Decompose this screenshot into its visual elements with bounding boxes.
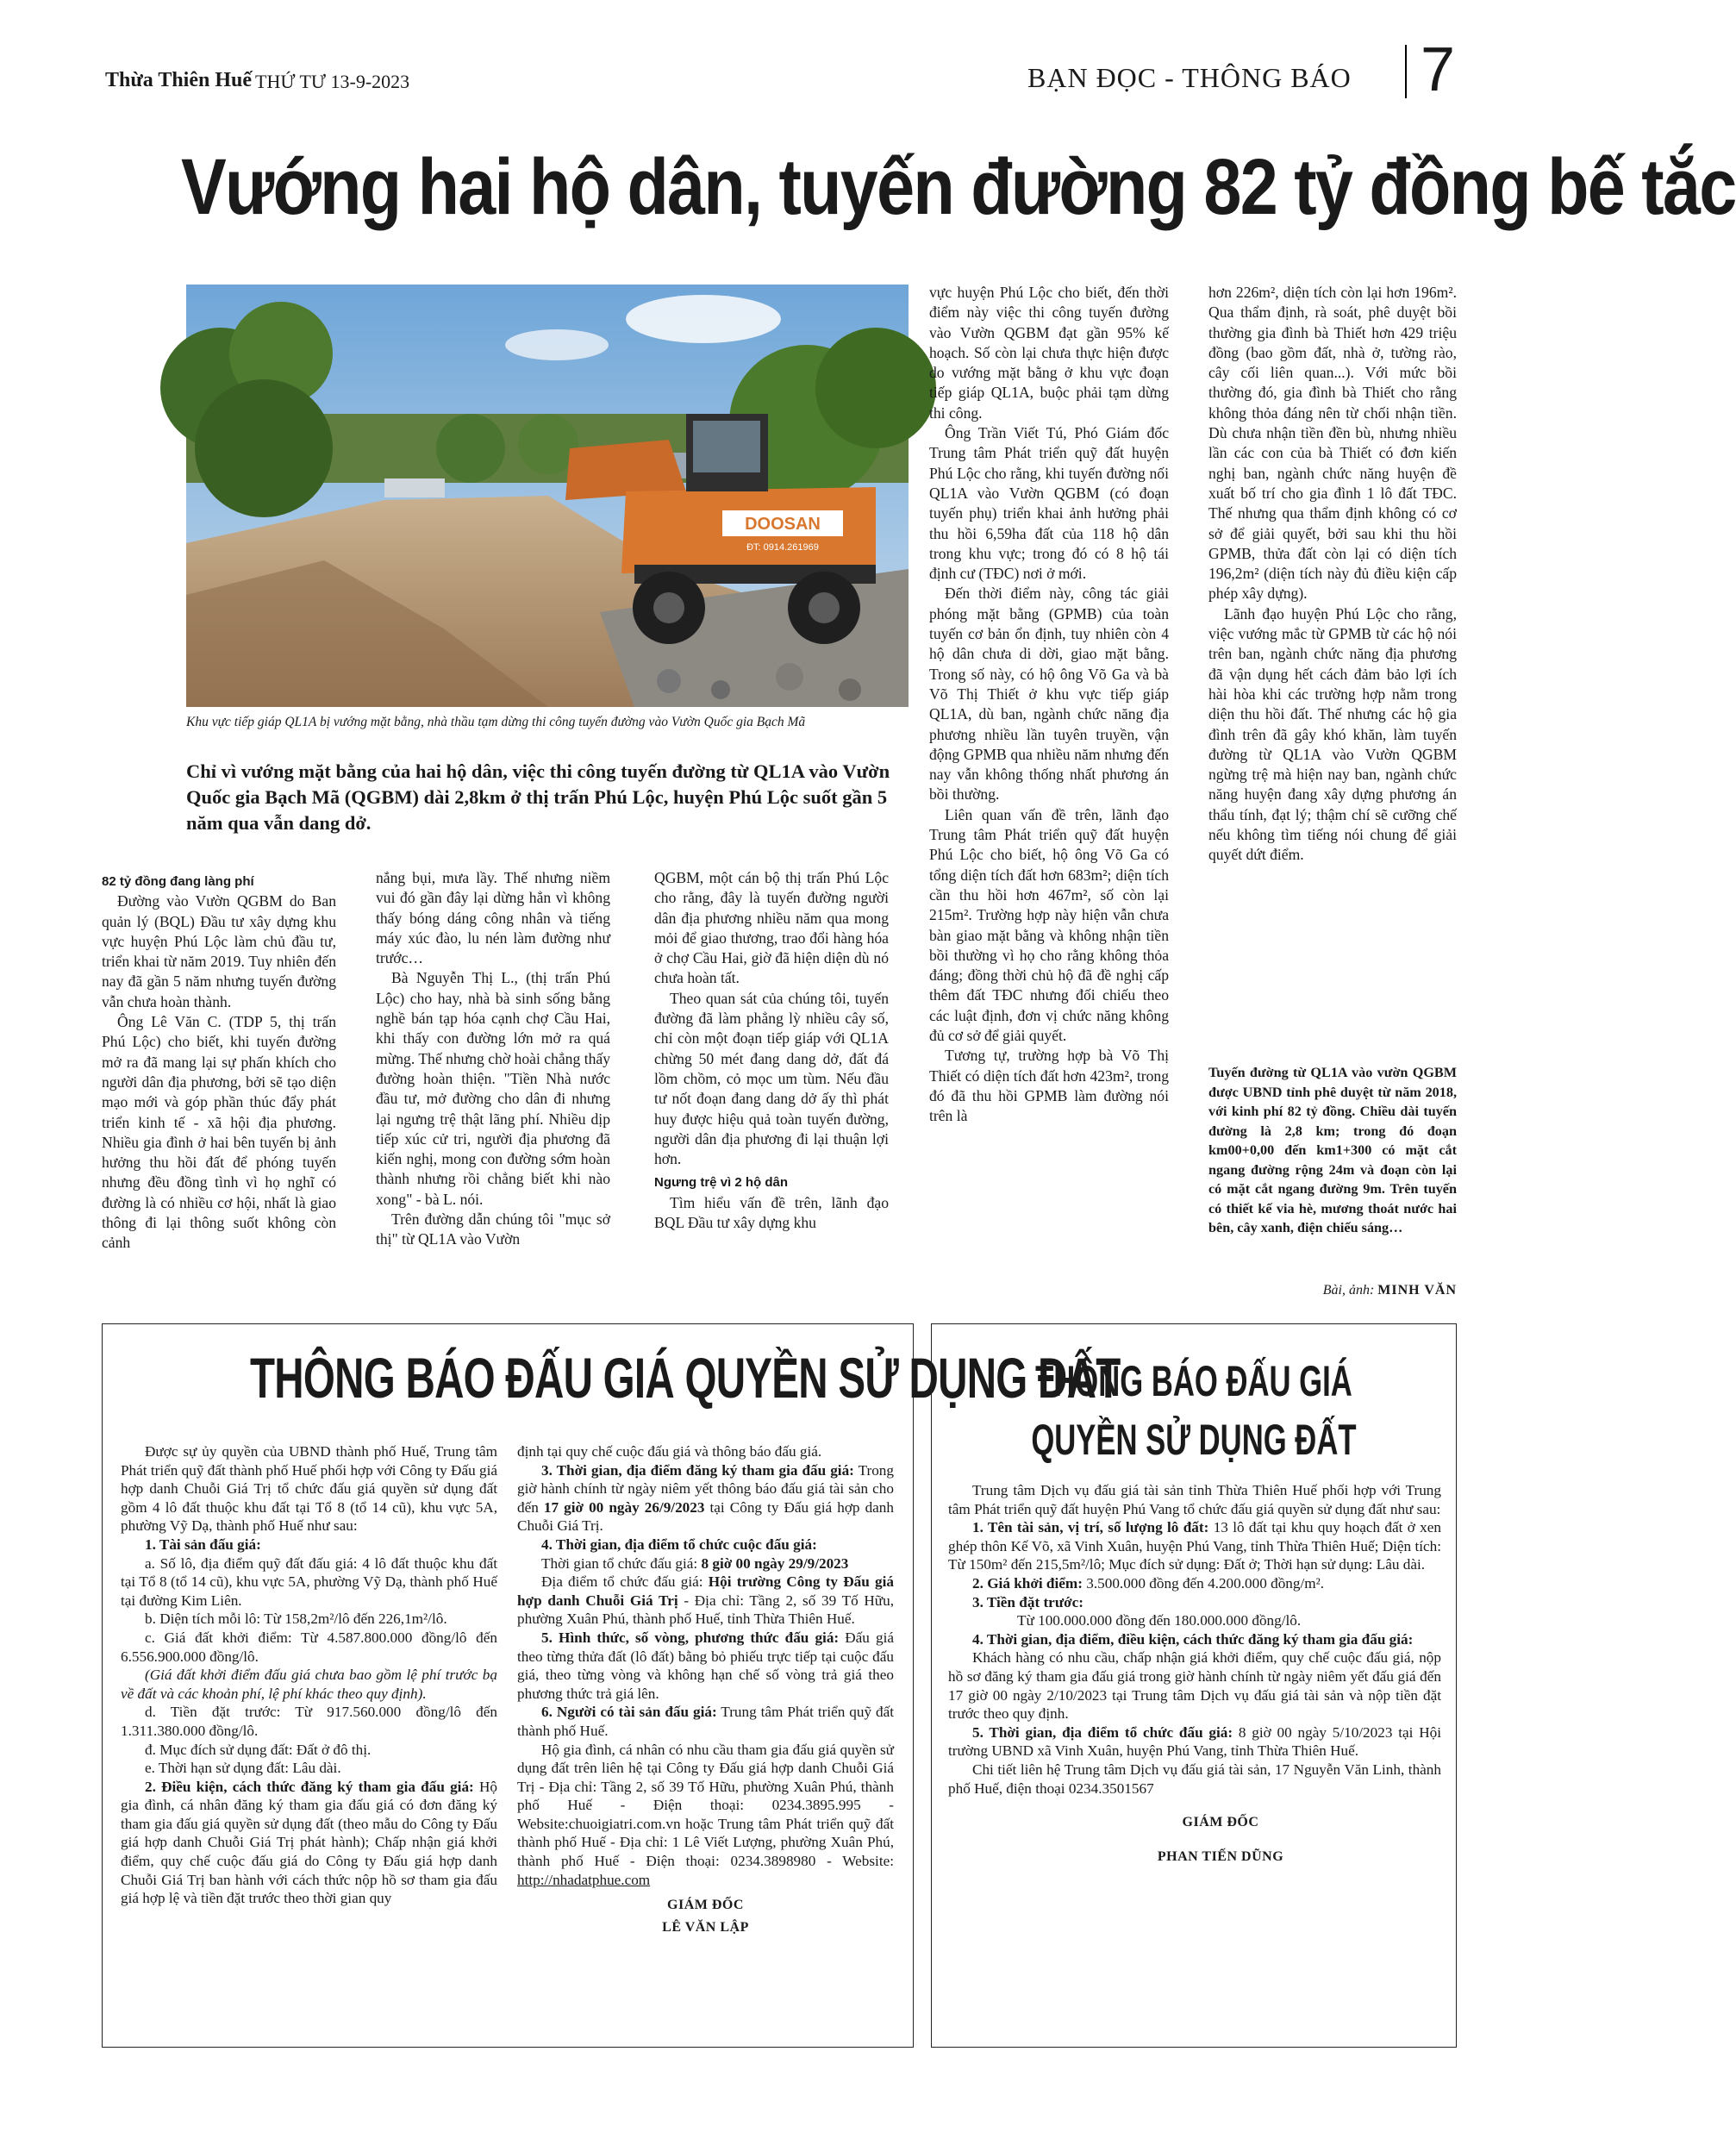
article-lead: Chỉ vì vướng mặt bằng của hai hộ dân, việc thi công tuyến đường từ QL1A vào Vườn Quốc gia Bạch Mã (QGBM) dài 2,8km ở thị trấn Phú Lộc, huyện Phú Lộc suốt gần 5 năm qua vẫn dang dở. bbox=[186, 760, 890, 834]
notice-body: 8 giờ 00 ngày 5/10/2023 tại Hội trường UBND xã Vinh Xuân, huyện Phú Vang, tỉnh Thừa Thiên Huế. bbox=[948, 1723, 1441, 1760]
byline-label: Bài, ảnh: bbox=[1322, 1283, 1375, 1298]
article-column-3 bbox=[654, 868, 889, 1233]
byline-author: MINH VĂN bbox=[1377, 1283, 1457, 1298]
notice-body: 13 lô đất tại khu quy hoạch đất ở xen ghép thôn Kế Võ, xã Vinh Xuân, huyện Phú Vang, tỉnh Thừa Thiên Huế; Diện tích: Từ 150m² đến 215,5m²/lô; Mục đích sử dụng: Đất ở; Thời hạn sử dụng: Lâu dài. bbox=[948, 1519, 1441, 1573]
signature-name: PHAN TIẾN DŨNG bbox=[1157, 1848, 1284, 1864]
notice-body: Đấu giá theo từng thửa đất (lô đất) bằng bỏ phiếu trực tiếp tại cuộc đấu giá, theo từng vòng và không hạn chế số vòng trả giá theo phương thức trả giá lên. bbox=[517, 1629, 895, 1702]
article-headline: Vướng hai hộ dân, tuyến đường 82 tỷ đồng bế tắc bbox=[181, 143, 1736, 231]
notice-heading: 3. Thời gian, địa điểm đăng ký tham gia đấu giá: bbox=[541, 1461, 854, 1479]
notice-heading: 1. Tài sản đấu giá: bbox=[145, 1535, 261, 1553]
subhead-stalled: Ngưng trệ vì 2 hộ dân bbox=[654, 1175, 789, 1191]
auction-time: 8 giờ 00 ngày 29/9/2023 bbox=[701, 1554, 849, 1572]
notice-city-left-column bbox=[121, 1442, 497, 1908]
paragraph: Ông Lê Văn C. (TDP 5, thị trấn Phú Lộc) cho biết, khi tuyến đường mở ra đã mang lại sự phấn khích cho người dân địa phương, bởi sẽ tạo diện mạo mới và góp phần thúc đẩy phát triển kinh tế - xã hội địa phương. Nhiều gia đình ở hai bên tuyến bị ảnh hưởng thu hồi đất để phóng tuyến nhưng đều đồng tình vì họ nghĩ có đường là có nhiều cơ hội, nhất là giao thông đi lại thông suốt không còn cảnh bbox=[102, 1013, 336, 1252]
notice-heading: 2. Điều kiện, cách thức đăng ký tham gia đấu giá: bbox=[145, 1778, 474, 1795]
notice-body: Từ 100.000.000 đồng đến 180.000.000 đồng/lô. bbox=[1017, 1612, 1302, 1629]
subhead-wasted: 82 tỷ đồng đang làng phí bbox=[102, 874, 254, 889]
notice-label: Thời gian tổ chức đấu giá: bbox=[541, 1554, 698, 1572]
excavator-road-photo bbox=[186, 285, 909, 707]
section-title: BẠN ĐỌC - THÔNG BÁO bbox=[1027, 62, 1352, 93]
notice-heading: 6. Người có tài sản đấu giá: bbox=[541, 1704, 717, 1721]
article-column-1 bbox=[102, 868, 336, 1254]
paragraph: Lãnh đạo huyện Phú Lộc cho rằng, việc vướng mắc từ GPMB từ các hộ nói trên ban, ngành chức năng địa phương đã vận dụng hết cách đảm bảo lợi ích hài hòa khi các trường hợp nằm trong diện thu hồi đất. Thế nhưng các hộ gia đình trên đã gây khó khăn, làm tuyến đường từ QL1A vào Vườn QGBM ngừng trệ mà hiện nay ban, ngành chức năng huyện đang xây dựng phương án thẩu tính, đạt lý; thậm chí sẽ cưỡng chế nếu không tìm tiếng nói chung để giải quyết dứt điểm. bbox=[1208, 604, 1457, 864]
notice-item-note: (Giá đất khởi điểm đấu giá chưa bao gồm lệ phí trước bạ về đất và các khoản phí, lệ phí khác theo quy định). bbox=[121, 1667, 497, 1702]
notice-contact: Chi tiết liên hệ Trung tâm Dịch vụ đấu giá tài sản, 17 Nguyễn Văn Linh, thành phố Huế, điện thoại 0234.3501567 bbox=[948, 1761, 1441, 1797]
paragraph: Bà Nguyễn Thị L., (thị trấn Phú Lộc) cho hay, nhà bà sinh sống bằng nghề bán tạp hóa cạnh chợ Cầu Hai, khi thấy con đường lớn mở ra quá mừng. Thế nhưng chờ hoài chẳng thấy đường hoàn thiện. "Tiền Nhà nước đầu tư, mở đường cho dân đi nhưng lại ngưng trệ thật lãng phí. Nhiều dịp tiếp xúc cử tri, người địa phương đã kiến nghị, mong con đường sớm hoàn thành nhưng rồi chẳng biết khi nào xong" - bà L. nói. bbox=[376, 969, 610, 1208]
byline bbox=[1208, 1283, 1457, 1298]
paragraph: Liên quan vấn đề trên, lãnh đạo Trung tâm Phát triển quỹ đất huyện Phú Lộc cho biết, hộ ông Võ Ga có tổng diện tích đất hơn 683m²; diện tích cần thu hồi hơn 467m², số còn lại 215m². Trường hợp này hiện vẫn chưa bàn giao mặt bằng và không nhận tiền bồi thường vì họ cho rằng không thỏa đáng; đồng thời chủ hộ đã đề nghị cấp thêm đất TĐC nhưng đối chiếu theo các luật định, đơn vị chức năng không đủ cơ sở để giải quyết. bbox=[929, 805, 1169, 1044]
notice-body: 3.500.000 đồng đến 4.200.000 đồng/m². bbox=[1086, 1574, 1325, 1592]
project-info-note: Tuyến đường từ QL1A vào vườn QGBM được UBND tỉnh phê duyệt từ năm 2018, với kinh phí 82 tỷ đồng. Chiều dài tuyến đường là 2,8 km; trong đó đoạn km00+0,00 đến km1+300 có mặt cắt ngang đường rộng 24m và đoạn còn lại có mặt cắt ngang đường 9m. Trên tuyến có thiết kế via hè, mương thoát nước hai bên, cây xanh, điện chiếu sáng… bbox=[1208, 1065, 1457, 1235]
signature-title: GIÁM ĐỐC bbox=[1182, 1815, 1259, 1830]
page-number: 7 bbox=[1421, 35, 1456, 104]
notice-body: định tại quy chế cuộc đấu giá và thông báo đấu giá. bbox=[517, 1443, 822, 1460]
article-column-5 bbox=[1208, 283, 1457, 866]
notice-heading: 5. Hình thức, số vòng, phương thức đấu giá: bbox=[541, 1629, 840, 1646]
article-column-2 bbox=[376, 868, 610, 1250]
paragraph: nắng bụi, mưa lầy. Thế nhưng niềm vui đó gần đây lại dừng hẳn vì không thấy bóng dáng công nhân và tiếng máy xúc đào, lu nén làm đường như trước… bbox=[376, 869, 610, 967]
notice-heading: 2. Giá khởi điểm: bbox=[972, 1574, 1083, 1592]
photo-sign-brand: DOOSAN bbox=[745, 515, 821, 534]
notice-item: e. Thời hạn sử dụng đất: Lâu dài. bbox=[145, 1760, 341, 1777]
article-column-4 bbox=[929, 283, 1169, 1126]
notice-phu-vang-body bbox=[948, 1481, 1441, 1866]
notice-city-title: THÔNG BÁO ĐẤU GIÁ QUYỀN SỬ DỤNG ĐẤT bbox=[250, 1346, 1121, 1410]
notice-heading: 3. Tiền đặt trước: bbox=[972, 1593, 1083, 1611]
notice-intro: Trung tâm Dịch vụ đấu giá tài sản tỉnh Thừa Thiên Huế phối hợp với Trung tâm Phát triển quỹ đất huyện Phú Vang tổ chức đấu giá quyền sử dụng đất như sau: bbox=[948, 1482, 1441, 1517]
notice-item: đ. Mục đích sử dụng đất: Đất ở đô thị. bbox=[145, 1741, 372, 1758]
notice-body: Hộ gia đình, cá nhân đăng ký tham gia đấu giá có đơn đăng ký tham gia đấu giá quyền sử dụng đất (theo mẫu do Công ty Đấu giá hợp danh Chuỗi Giá Trị phát hành); Chấp nhận giá khởi điểm, quy chế cuộc đấu giá do Công ty Đấu giá hợp danh Chuỗi Giá Trị ban hành với cách thức nộp hồ sơ tham gia đấu giá hợp lệ và tiền đặt trước theo thời gian quy bbox=[121, 1778, 498, 1907]
notice-label: Địa điểm tổ chức đấu giá: bbox=[541, 1573, 703, 1591]
publication-name: Thừa Thiên Huế bbox=[105, 69, 253, 91]
paragraph: QGBM, một cán bộ thị trấn Phú Lộc cho rằng, đây là tuyến đường người dân địa phương nhiều năm qua mong mỏi để giao thương, trao đổi hàng hóa ở chợ Cầu Hai, giờ đã hiện diện dù nó chưa hoàn tất. bbox=[654, 869, 889, 987]
notice-contact: Hộ gia đình, cá nhân có nhu cầu tham gia đấu giá quyền sử dụng đất trên liên hệ tại Công ty Đấu giá hợp danh Chuỗi Giá Trị - Địa chỉ: Tầng 2, số 39 Tố Hữu, phường Xuân Phú, thành phố Huế - Điện thoại: 0234.3895.995 - Website:chuoigiatri.com.vn hoặc Trung tâm Phát triển quỹ đất thành phố Huế - Địa chỉ: 1 Lê Viết Lượng, phường Xuân Phú, thành phố Huế - Điện thoại: 0234.3898980 - Website: bbox=[517, 1741, 894, 1870]
notice-heading: 1. Tên tài sản, vị trí, số lượng lô đất: bbox=[972, 1519, 1209, 1536]
registration-deadline: 17 giờ 00 ngày 26/9/2023 bbox=[543, 1498, 705, 1516]
notice-body: - Địa chỉ: Tầng 2, số 39 Tố Hữu, phường Xuân Phú, thành phố Huế, tỉnh Thừa Thiên Huế. bbox=[517, 1592, 895, 1628]
notice-title-line-1: THÔNG BÁO ĐẤU GIÁ bbox=[1035, 1357, 1352, 1405]
notice-body: Trung tâm Phát triển quỹ đất thành phố Huế. bbox=[517, 1704, 894, 1739]
notice-intro: Được sự ủy quyền của UBND thành phố Huế, Trung tâm Phát triển quỹ đất thành phố Huế phối hợp với Công ty Đấu giá hợp danh Chuỗi Giá Trị tổ chức đấu giá quyền sử dụng đất gồm 4 lô đất thuộc khu đất tại Tổ 8 (tổ 14 cũ), khu vực 5A, phường Vỹ Dạ, thành phố Huế như sau: bbox=[121, 1443, 497, 1535]
paragraph: hơn 226m², diện tích còn lại hơn 196m². Qua thẩm định, rà soát, phê duyệt bồi thường gia đình bà Thiết hơn 429 triệu đồng (bao gồm đất, nhà ở, tường rào, cây cối liên quan...). Với mức bồi thường đó, gia đình bà Thiết cho rằng không thỏa đáng nên từ chối nhận tiền. Dù chưa nhận tiền đền bù, nhưng nhiều lần các con của bà Thiết có đơn kiến nghị ban, ngành chức năng huyện đề xuất bố trí cho gia đình 1 lô đất TĐC. Thế nhưng qua thẩm định không có cơ sở để giải quyết, bởi sau khi thu hồi GPMB, thửa đất còn lại có diện tích 196,2m² (diện tích này đủ điều kiện cấp phép xây dựng). bbox=[1208, 284, 1457, 603]
notice-item: d. Tiền đặt trước: Từ 917.560.000 đồng/lô đến 1.311.380.000 đồng/lô. bbox=[121, 1704, 497, 1739]
notice-city-right-column bbox=[517, 1442, 894, 1936]
photo-sign-phone: ĐT: 0914.261969 bbox=[746, 542, 819, 553]
paragraph: Đến thời điểm này, công tác giải phóng mặt bằng (GPMB) của toàn tuyến cơ bản ổn định, tuy nhiên còn 4 hộ dân chưa di dời, giao mặt bằng. Trong số này, có hộ ông Võ Ga và bà Võ Thị Thiết ở khu vực tiếp giáp QL1A, dù ban, ngành chức năng địa phương nhiều lần tuyên truyền, vận động GPMB qua nhiều năm nhưng đến nay vẫn không thống nhất phương án bồi thường. bbox=[929, 585, 1169, 804]
photo-caption: Khu vực tiếp giáp QL1A bị vướng mặt bằng, nhà thầu tạm dừng thi công tuyến đường vào Vườn Quốc gia Bạch Mã bbox=[186, 715, 806, 729]
issue-date: THỨ TƯ 13-9-2023 bbox=[255, 71, 410, 92]
notice-item: b. Diện tích mỗi lô: Từ 158,2m²/lô đến 226,1m²/lô. bbox=[145, 1611, 447, 1628]
paragraph: Ông Trần Viết Tú, Phó Giám đốc Trung tâm Phát triển quỹ đất huyện Phú Lộc cho rằng, khi tuyến đường nối QL1A vào Vườn QGBM (có đoạn tuyến phụ) triển khai ảnh hưởng phải thu hồi 6,59ha đất của 118 hộ dân trong khu vực; trong đó có 8 hộ tái định cư (TĐC) nơi ở mới. bbox=[929, 424, 1169, 583]
header-divider bbox=[1405, 45, 1407, 98]
notice-item: a. Số lô, địa điểm quỹ đất đấu giá: 4 lô đất thuộc khu đất tại Tổ 8 (tổ 14 cũ), khu vực 5A, phường Vỹ Dạ, thành phố Huế tại đường Kim Liên. bbox=[121, 1554, 497, 1609]
notice-body: Khách hàng có nhu cầu, chấp nhận giá khởi điểm, quy chế cuộc đấu giá, nộp hồ sơ đăng ký tham gia đấu giá trong giờ hành chính từ ngày niêm yết đấu giá đến 17 giờ 00 ngày 2/10/2023 tại Trung tâm Dịch vụ đấu giá tài sản và nộp tiền đặt trước theo quy định. bbox=[948, 1649, 1441, 1723]
paragraph: vực huyện Phú Lộc cho biết, đến thời điểm này việc thi công tuyến đường vào Vườn QGBM đạt gần 95% kế hoạch. Số còn lại chưa thực hiện được do vướng mặt bằng ở khu vực đoạn tiếp giáp QL1A, buộc phải tạm dừng thi công. bbox=[929, 284, 1169, 422]
notice-title-line-2: QUYỀN SỬ DỤNG ĐẤT bbox=[1031, 1416, 1357, 1464]
signature-title: GIÁM ĐỐC bbox=[667, 1898, 744, 1913]
website-link[interactable]: http://nhadatphue.com bbox=[517, 1871, 651, 1888]
auction-venue: Hội trường Công ty Đấu giá hợp danh Chuỗi Giá Trị bbox=[517, 1573, 895, 1609]
notice-body: tại Công ty Đấu giá hợp danh Chuỗi Giá Trị. bbox=[517, 1498, 894, 1535]
paragraph: Tìm hiểu vấn đề trên, lãnh đạo BQL Đầu tư xây dựng khu bbox=[654, 1193, 889, 1232]
notice-phu-vang-title bbox=[931, 1352, 1457, 1469]
signature-name: LÊ VĂN LẬP bbox=[662, 1919, 749, 1935]
notice-heading: 4. Thời gian, địa điểm tổ chức cuộc đấu giá: bbox=[541, 1535, 817, 1553]
paragraph: Đường vào Vườn QGBM do Ban quản lý (BQL) Đầu tư xây dựng khu vực huyện Phú Lộc làm chủ đầu tư, triển khai từ năm 2019. Tuy nhiên đến nay đã gần 5 năm nhưng tuyến đường vẫn chưa hoàn thành. bbox=[102, 892, 336, 1010]
paragraph: Tương tự, trường hợp bà Võ Thị Thiết có diện tích đất hơn 423m², trong đó đã thu hồi GPMB làm đường nói trên là bbox=[929, 1047, 1169, 1125]
notice-heading: 4. Thời gian, địa điểm, điều kiện, cách thức đăng ký tham gia đấu giá: bbox=[972, 1630, 1414, 1648]
paragraph: Trên đường dẫn chúng tôi "mục sở thị" từ QL1A vào Vườn bbox=[376, 1210, 610, 1248]
notice-item: c. Giá đất khởi điểm: Từ 4.587.800.000 đồng/lô đến 6.556.900.000 đồng/lô. bbox=[121, 1629, 497, 1665]
notice-heading: 5. Thời gian, địa điểm tổ chức đấu giá: bbox=[972, 1723, 1233, 1741]
article-photo bbox=[186, 285, 909, 707]
notice-body: Trong giờ hành chính từ ngày niêm yết thông báo đấu giá tài sản cho đến bbox=[517, 1461, 894, 1516]
paragraph: Theo quan sát của chúng tôi, tuyến đường đã làm phẳng lỳ nhiều cây số, chỉ còn một đoạn tiếp giáp với QL1A chừng 50 mét đang dang dở, đất đá lồm chồm, cỏ mọc um tùm. Nếu đầu tư nốt đoạn đang dang dở ấy thì phát huy được hiệu quả toàn tuyến đường, người dân địa phương đi lại thuận lợi hơn. bbox=[654, 989, 889, 1168]
